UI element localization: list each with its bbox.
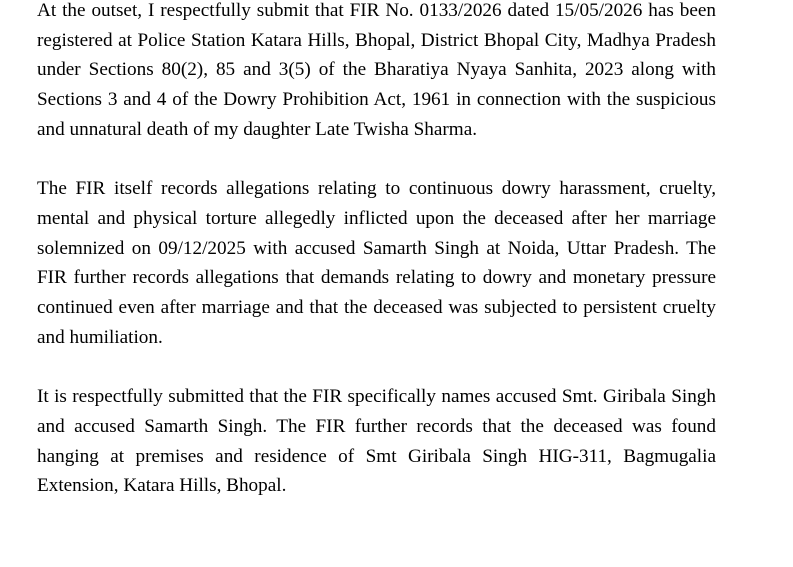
document-body: [37, 0, 716, 531]
paragraph-fir-allegations: The FIR itself records allegations relating to continuous dowry harassment, cruelty, mental and physical torture allegedly inflicted upon the deceased after her marriage solemnized on 09/12/2025 with accused Samarth Singh at Noida, Uttar Pradesh. The FIR further records allegations that demands relating to dowry and monetary pressure continued even after marriage and that the deceased was subjected to persistent cruelty and humiliation.: [37, 178, 716, 348]
paragraph-accused-named: It is respectfully submitted that the FIR specifically names accused Smt. Giribala Singh and accused Samarth Singh. The FIR further records that the deceased was found hanging at premises and residence of Smt Giribala Singh HIG-311, Bagmugalia Extension, Katara Hills, Bhopal.: [37, 386, 716, 497]
paragraph-fir-registration: At the outset, I respectfully submit that FIR No. 0133/2026 dated 15/05/2026 has been registered at Police Station Katara Hills, Bhopal, District Bhopal City, Madhya Pradesh under Sections 80(2), 85 and 3(5) of the Bharatiya Nyaya Sanhita, 2023 along with Sections 3 and 4 of the Dowry Prohibition Act, 1961 in connection with the suspicious and unnatural death of my daughter Late Twisha Sharma.: [37, 0, 716, 140]
